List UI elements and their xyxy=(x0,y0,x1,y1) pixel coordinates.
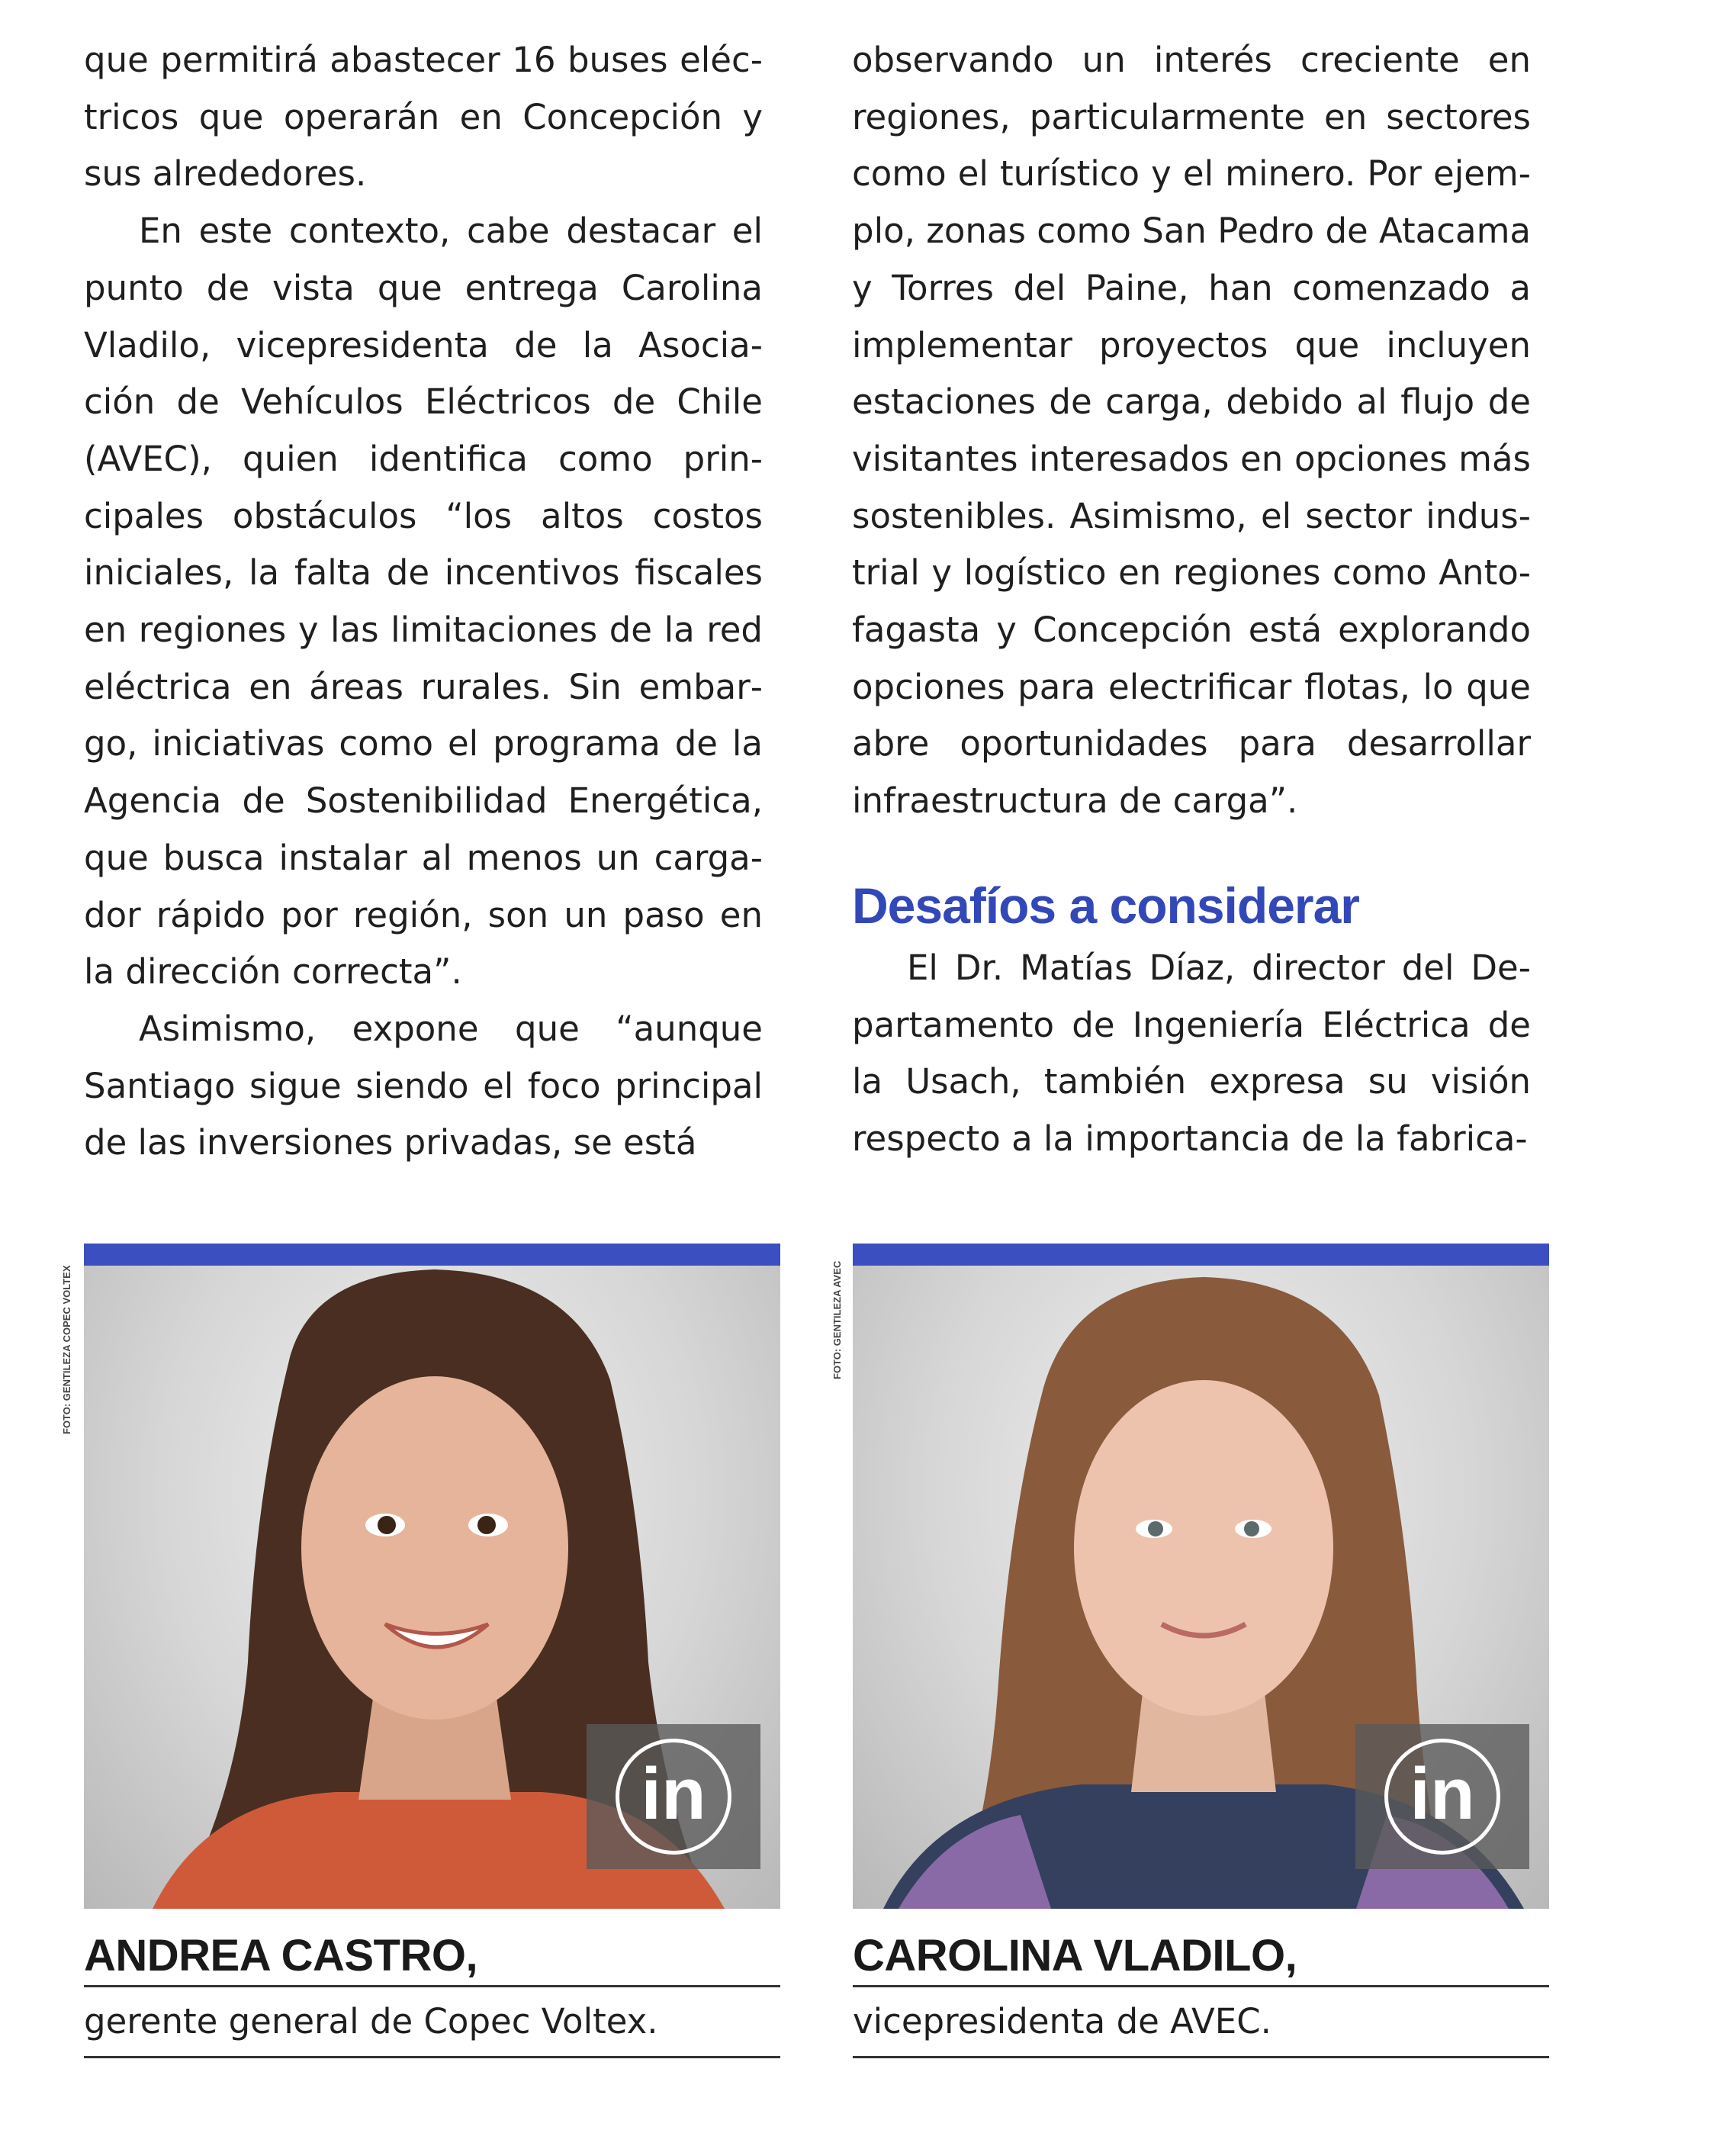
article-paragraph: Asimismo, expone que “aunque Santiago sigue siendo el foco principal de las inversiones privadas, se está xyxy=(84,1008,763,1163)
profile-card xyxy=(853,1244,1549,2058)
profile-role: vicepresidenta de AVEC. xyxy=(853,2001,1271,2042)
photo-credit: FOTO: GENTILEZA COPEC VOLTEX xyxy=(61,1265,72,1434)
article-paragraph: que permitirá abastecer 16 buses eléctricos que operarán en Concepción y sus alrededores. xyxy=(84,40,763,195)
portrait-photo xyxy=(84,1266,780,1909)
profile-name: CAROLINA VLADILO, xyxy=(853,1931,1297,1980)
article-paragraph: observando un interés creciente en regiones, particularmente en sectores como el turístico y el minero. Por ejemplo, zonas como San Pedro de Atacama y Torres del Paine, han comenzado a implementar proyectos que incluyen estaciones de carga, debido al flujo de visitantes interesados en opciones más sostenibles. Asimismo, el sector industrial y logístico en regiones como Antofagasta y Concepción está explorando opciones para electrificar flotas, lo que abre oportunidades para desarrollar infraestructura de carga”. xyxy=(852,40,1531,822)
article-paragraph: En este contexto, cabe destacar el punto de vista que entrega Carolina Vladilo, vicepresidenta de la Asociación de Vehículos Eléctricos de Chile (AVEC), quien identifica como principales obstáculos “los altos costos iniciales, la falta de incentivos fiscales en regiones y las limitaciones de la red eléctrica en áreas rurales. Sin embargo, iniciativas como el programa de la Agencia de Sostenibilidad Energética, que busca instalar al menos un cargador rápido por región, son un paso en la dirección correcta”. xyxy=(84,211,763,993)
linkedin-icon: in xyxy=(616,1739,731,1855)
profile-role: gerente general de Copec Voltex. xyxy=(84,2001,658,2042)
article-column-left xyxy=(84,32,763,1172)
profile-card xyxy=(84,1244,780,2058)
article-column-right xyxy=(852,32,1531,1168)
profile-name: ANDREA CASTRO, xyxy=(84,1931,478,1980)
photo-accent-bar xyxy=(84,1244,780,1266)
linkedin-badge[interactable] xyxy=(587,1724,760,1869)
photo-accent-bar xyxy=(853,1244,1549,1266)
linkedin-icon: in xyxy=(1384,1739,1500,1855)
divider xyxy=(84,2056,780,2058)
linkedin-badge[interactable] xyxy=(1355,1724,1529,1869)
divider xyxy=(853,2056,1549,2058)
section-heading: Desafíos a considerar xyxy=(852,877,1359,934)
portrait-photo xyxy=(853,1266,1549,1909)
article-paragraph: El Dr. Matías Díaz, director del Departamento de Ingeniería Eléctrica de la Usach, también expresa su visión respecto a la importancia de la fabrica- xyxy=(852,947,1531,1159)
photo-credit: FOTO: GENTILEZA AVEC xyxy=(831,1260,843,1379)
